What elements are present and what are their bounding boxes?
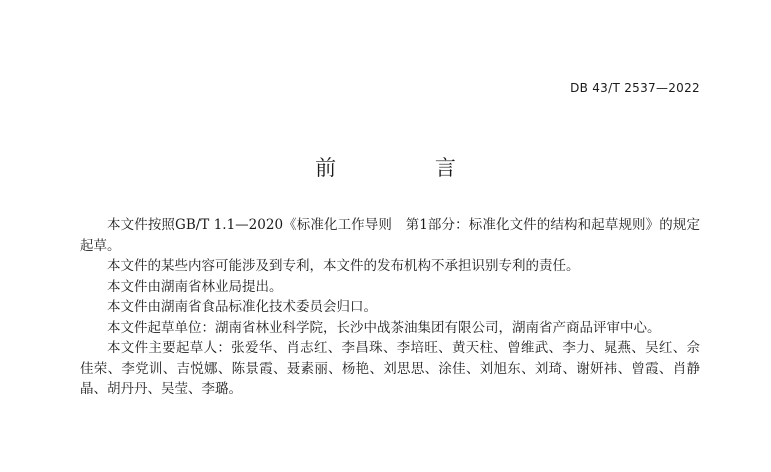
paragraph-patent-notice: 本文件的某些内容可能涉及到专利，本文件的发布机构不承担识别专利的责任。 bbox=[107, 258, 580, 274]
page-title: 前 言 bbox=[315, 156, 502, 180]
paragraph-proposer: 本文件由湖南省林业局提出。 bbox=[107, 278, 283, 295]
paragraph-drafting-units: 本文件起草单位：湖南省林业科学院，长沙中战茶油集团有限公司，湖南省产商品评审中心。 bbox=[107, 319, 661, 336]
paragraph-drafting-rules: 本文件按照GB/T 1.1—2020《标准化工作导则 第1部分：标准化文件的结构和起草规则》的规定起草。 bbox=[80, 217, 700, 254]
paragraph-centralized-by: 本文件由湖南省食品标准化技术委员会归口。 bbox=[107, 299, 377, 315]
foreword-body bbox=[80, 215, 700, 400]
document-code: DB 43/T 2537—2022 bbox=[570, 81, 700, 95]
paragraph-drafters: 本文件主要起草人：张爱华、肖志红、李昌珠、李培旺、黄天柱、曾维武、李力、晁燕、吴红、佘佳荣、李党训、吉悦娜、陈景霞、聂素丽、杨艳、刘思思、涂佳、刘旭东、刘琦、谢妍祎、曾霞、肖静晶、胡丹丹、吴莹、李璐。 bbox=[80, 340, 700, 397]
